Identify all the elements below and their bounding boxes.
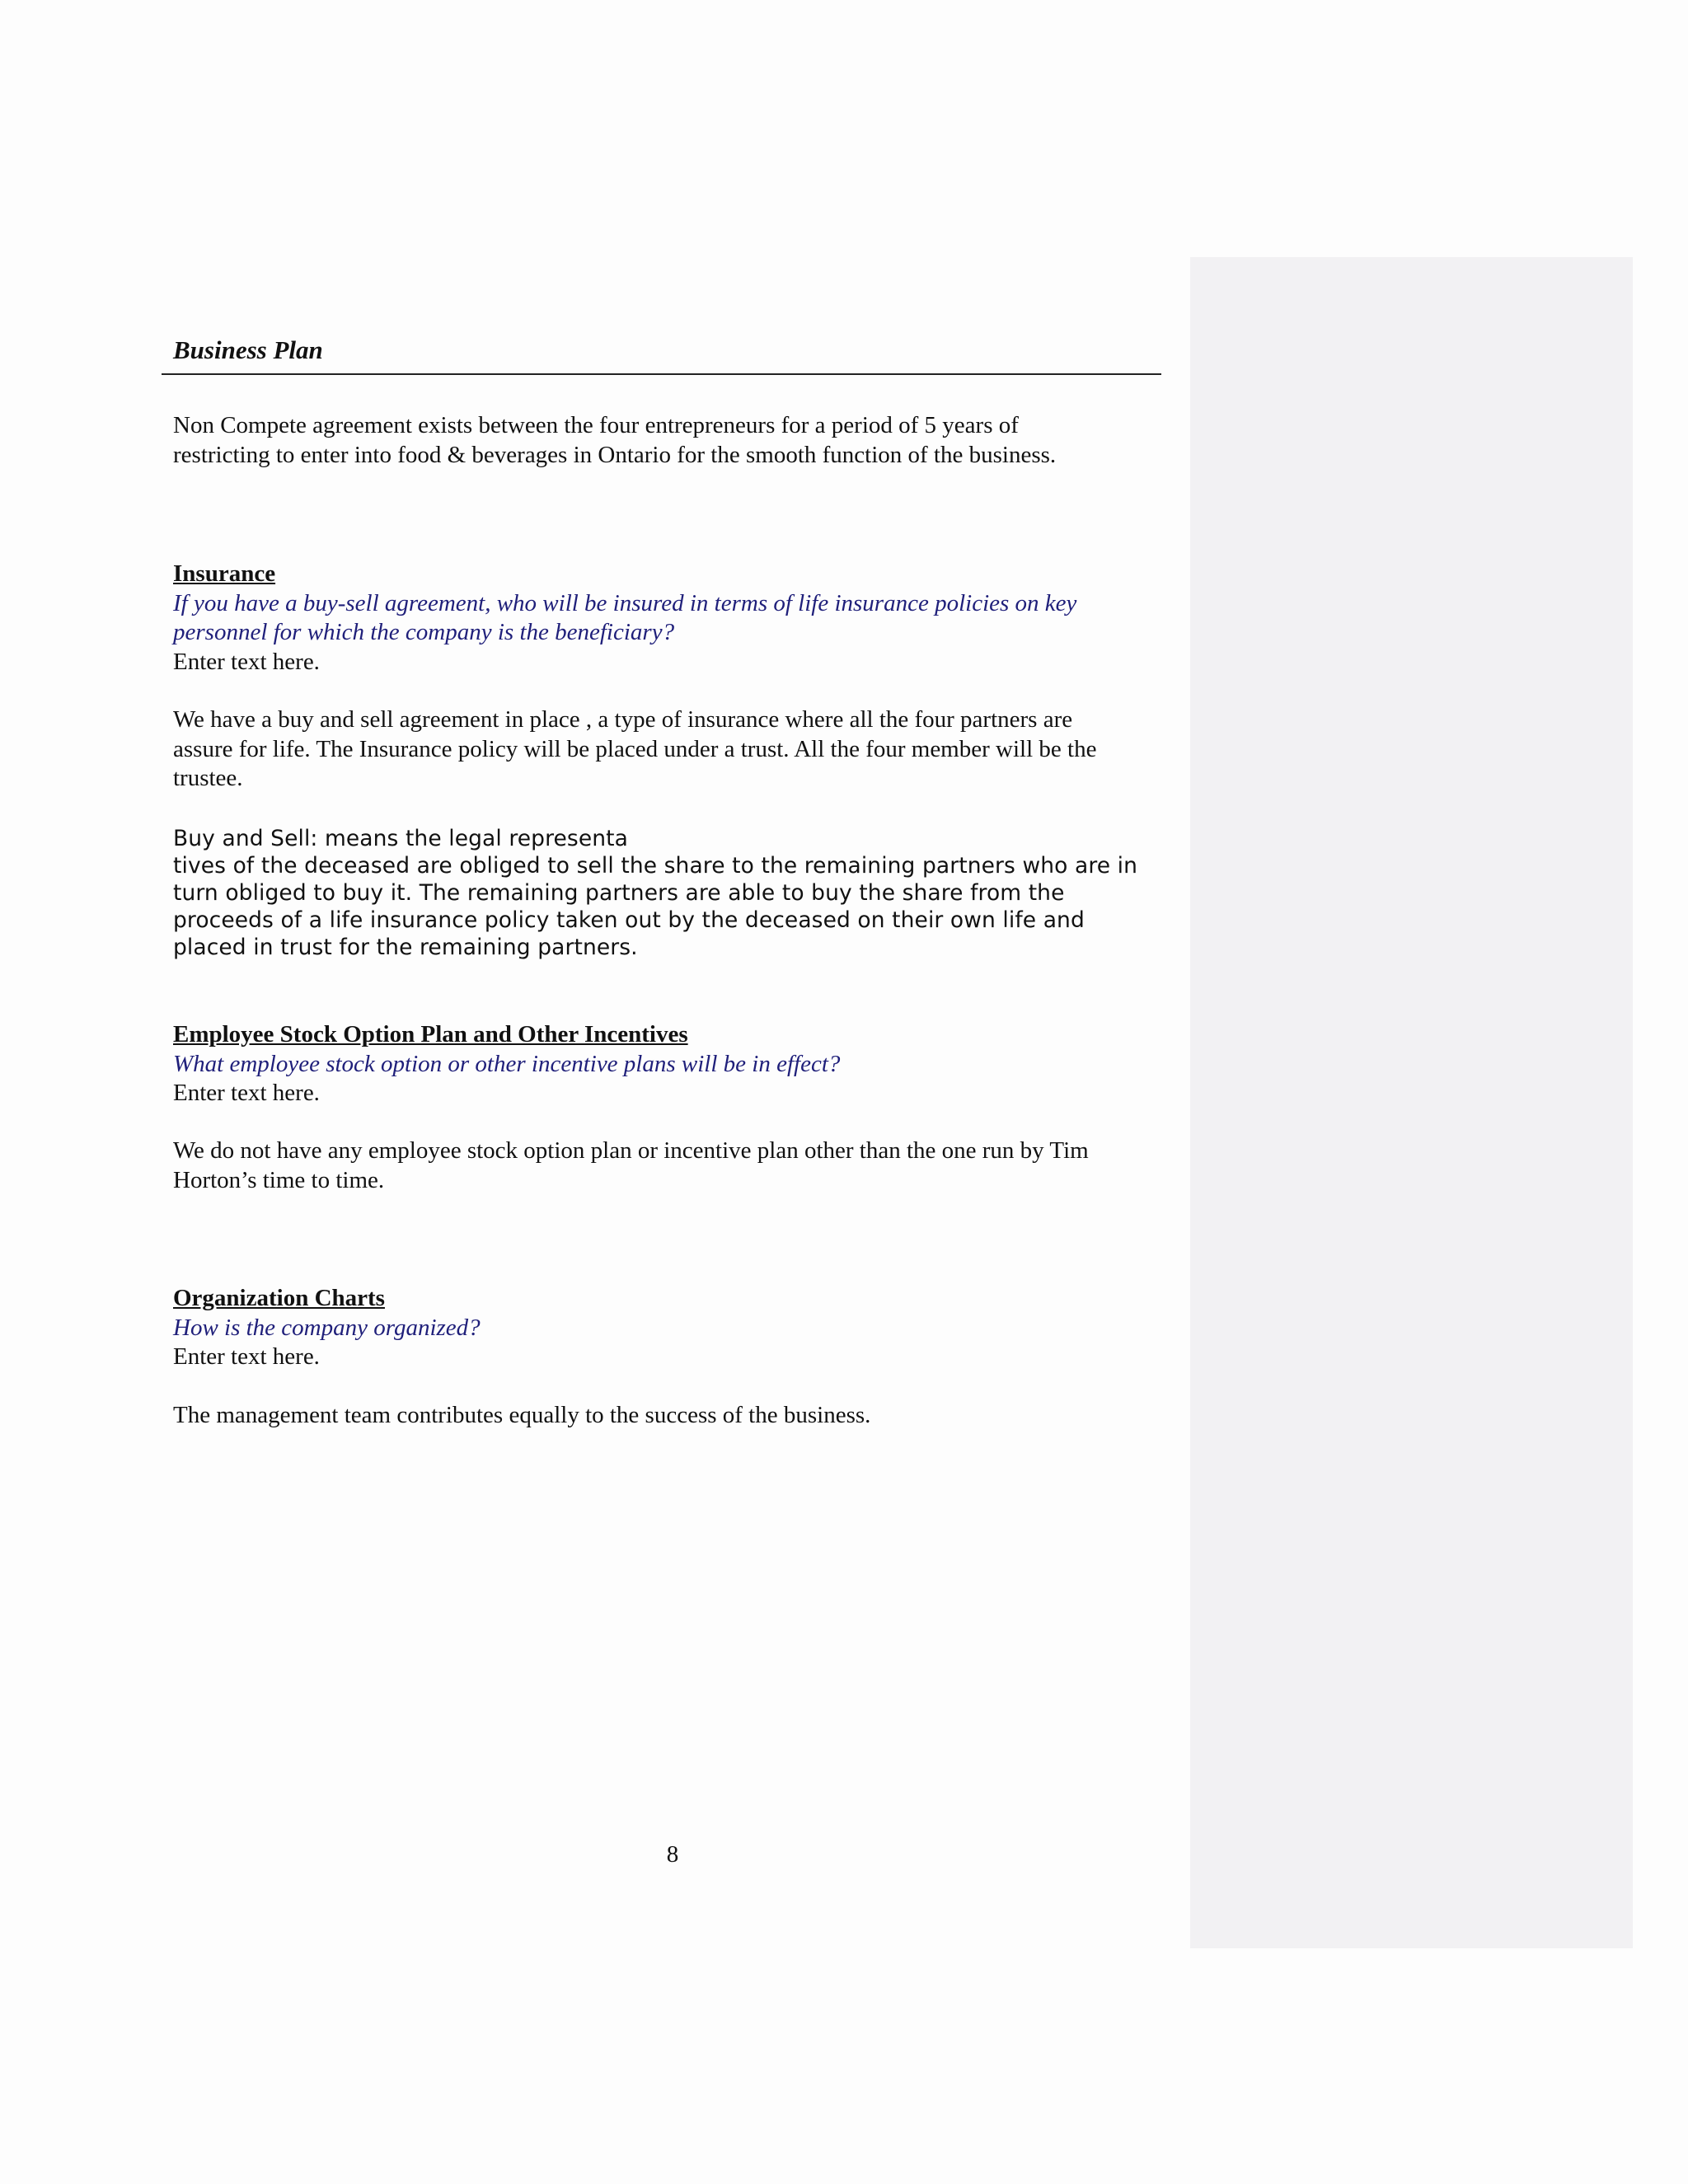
non-compete-paragraph <box>173 411 1175 470</box>
org-charts-placeholder-text[interactable]: Enter text here. <box>173 1343 320 1370</box>
org-charts-prompt: How is the company organized? <box>173 1314 481 1341</box>
esop-body-line: Horton’s time to time. <box>173 1166 385 1193</box>
esop-placeholder-text[interactable]: Enter text here. <box>173 1080 320 1106</box>
insurance-placeholder-text[interactable]: Enter text here. <box>173 648 320 675</box>
comment-margin-pane <box>1190 257 1633 1948</box>
insurance-body-line: assure for life. The Insurance policy will be placed under a trust. All the four member will be the <box>173 735 1097 762</box>
definition-line: tives of the deceased are obliged to sell the share to the remaining partners who are in <box>173 853 1138 879</box>
insurance-prompt-line: If you have a buy-sell agreement, who will be insured in terms of life insurance policies on key <box>173 589 1077 616</box>
buy-sell-definition <box>173 825 1175 961</box>
org-charts-heading: Organization Charts <box>173 1285 385 1311</box>
org-charts-body-line: The management team contributes equally to the success of the business. <box>173 1402 871 1428</box>
non-compete-line: restricting to enter into food & beverages in Ontario for the smooth function of the business. <box>173 441 1057 468</box>
definition-line: proceeds of a life insurance policy taken out by the deceased on their own life and <box>173 907 1085 933</box>
definition-line: Buy and Sell: means the legal representa <box>173 826 628 851</box>
definition-line: turn obliged to buy it. The remaining partners are able to buy the share from the <box>173 880 1065 906</box>
insurance-prompt-line: personnel for which the company is the beneficiary? <box>173 619 675 645</box>
esop-body-line: We do not have any employee stock option plan or incentive plan other than the one run by Tim <box>173 1137 1089 1164</box>
page-number: 8 <box>666 1841 679 1868</box>
running-header-title: Business Plan <box>173 335 323 364</box>
insurance-body-line: trustee. <box>173 765 243 791</box>
insurance-section <box>173 560 1175 677</box>
insurance-body-paragraph <box>173 705 1175 794</box>
header-divider <box>162 373 1161 375</box>
definition-line: placed in trust for the remaining partners. <box>173 935 638 960</box>
esop-prompt: What employee stock option or other incentive plans will be in effect? <box>173 1050 841 1077</box>
insurance-heading: Insurance <box>173 560 276 587</box>
non-compete-line: Non Compete agreement exists between the four entrepreneurs for a period of 5 years of <box>173 412 1019 438</box>
insurance-body-line: We have a buy and sell agreement in place , a type of insurance where all the four partners are <box>173 706 1073 733</box>
esop-body-paragraph <box>173 1137 1175 1195</box>
org-charts-body-paragraph <box>173 1401 1175 1431</box>
esop-heading: Employee Stock Option Plan and Other Incentives <box>173 1021 688 1047</box>
org-charts-section <box>173 1284 1175 1372</box>
esop-section <box>173 1020 1175 1108</box>
